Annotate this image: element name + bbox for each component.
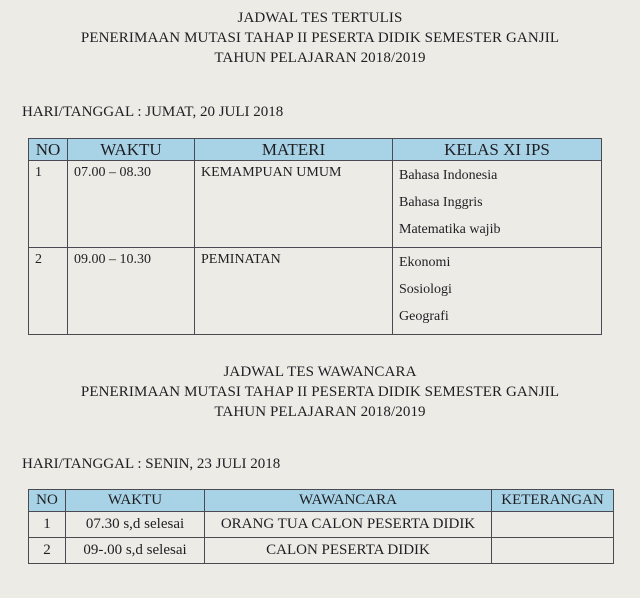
table-row (29, 248, 602, 335)
cell-waktu: 07.30 s,d selesai (66, 512, 205, 538)
table-header-row (29, 490, 614, 512)
title-line: JADWAL TES WAWANCARA (223, 364, 417, 380)
cell-materi: PEMINATAN (195, 248, 393, 335)
cell-wawancara: CALON PESERTA DIDIK (205, 538, 492, 564)
cell-no: 2 (29, 538, 66, 564)
header-waktu: WAKTU (68, 139, 195, 161)
written-test-title (0, 8, 640, 68)
header-kelas: KELAS XI IPS (393, 139, 602, 161)
subject-item: Bahasa Inggris (399, 195, 483, 210)
cell-wawancara: ORANG TUA CALON PESERTA DIDIK (205, 512, 492, 538)
interview-table (28, 489, 614, 564)
header-no: NO (29, 490, 66, 512)
written-test-date: HARI/TANGGAL : JUMAT, 20 JULI 2018 (22, 104, 284, 120)
subject-item: Sosiologi (399, 282, 452, 297)
title-line: JADWAL TES TERTULIS (237, 10, 403, 26)
header-keterangan: KETERANGAN (492, 490, 614, 512)
written-test-table (28, 138, 602, 335)
subject-item: Geografi (399, 309, 449, 324)
cell-no: 1 (29, 161, 68, 248)
interview-date: HARI/TANGGAL : SENIN, 23 JULI 2018 (22, 456, 281, 472)
cell-keterangan (492, 512, 614, 538)
title-line: PENERIMAAN MUTASI TAHAP II PESERTA DIDIK SEMESTER GANJIL (80, 30, 560, 46)
header-waktu: WAKTU (66, 490, 205, 512)
cell-materi: KEMAMPUAN UMUM (195, 161, 393, 248)
title-line: TAHUN PELAJARAN 2018/2019 (214, 404, 426, 420)
header-no: NO (29, 139, 68, 161)
table-row (29, 161, 602, 248)
table-row (29, 538, 614, 564)
cell-no: 1 (29, 512, 66, 538)
cell-kelas (393, 161, 602, 248)
header-materi: MATERI (195, 139, 393, 161)
table-row (29, 512, 614, 538)
cell-keterangan (492, 538, 614, 564)
header-wawancara: WAWANCARA (205, 490, 492, 512)
table-header-row (29, 139, 602, 161)
subject-item: Bahasa Indonesia (399, 168, 498, 183)
cell-no: 2 (29, 248, 68, 335)
cell-waktu: 09.00 – 10.30 (68, 248, 195, 335)
subject-item: Ekonomi (399, 255, 451, 270)
interview-title (0, 362, 640, 422)
title-line: PENERIMAAN MUTASI TAHAP II PESERTA DIDIK SEMESTER GANJIL (80, 384, 560, 400)
cell-kelas (393, 248, 602, 335)
subject-item: Matematika wajib (399, 222, 501, 237)
cell-waktu: 07.00 – 08.30 (68, 161, 195, 248)
title-line: TAHUN PELAJARAN 2018/2019 (214, 50, 426, 66)
cell-waktu: 09-.00 s,d selesai (66, 538, 205, 564)
